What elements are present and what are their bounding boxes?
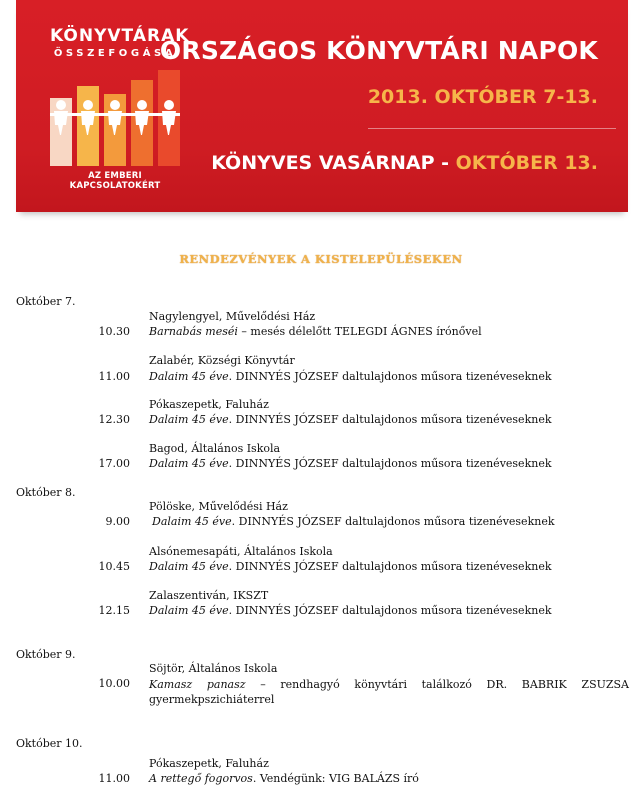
- event-title: Barnabás meséi: [149, 325, 238, 338]
- event-time: 11.00: [98, 772, 130, 785]
- event-description: [149, 457, 629, 470]
- event-time: 10.30: [98, 325, 130, 338]
- event-details: . DINNYÉS JÓZSEF daltulajdonos műsora tizenéveseknek: [228, 604, 552, 617]
- day-heading: Október 8.: [16, 486, 76, 499]
- event-venue: Bagod, Általános Iskola: [149, 442, 281, 455]
- event-title: Dalaim 45 éve: [149, 560, 229, 573]
- event-venue: Pókaszepetk, Faluház: [149, 757, 269, 770]
- event-title: Dalaim 45 éve: [152, 515, 232, 528]
- event-banner: [16, 0, 628, 212]
- event-details: – rendhagyó könyvtári találkozó DR. BABRIK ZSUZSA gyermekpszichiáterrel: [149, 678, 629, 706]
- day-heading: Október 9.: [16, 648, 76, 661]
- event-time: 17.00: [98, 457, 130, 470]
- logo-caption: AZ EMBERI KAPCSOLATOKÉRT: [69, 171, 161, 191]
- logo-line-2: ÖSSZEFOGÁSA: [53, 48, 177, 59]
- event-description: [149, 560, 629, 573]
- day-heading: Október 10.: [16, 737, 83, 750]
- event-details: . DINNYÉS JÓZSEF daltulajdonos műsora tizenéveseknek: [231, 515, 555, 528]
- event-time: 12.15: [98, 604, 130, 617]
- event-venue: Pókaszepetk, Faluház: [149, 398, 269, 411]
- event-venue: Pölöske, Művelődési Ház: [149, 500, 288, 513]
- event-title: Dalaim 45 éve: [149, 457, 229, 470]
- event-description: [149, 604, 629, 617]
- people-chain-icon: [50, 98, 180, 138]
- event-description: [149, 677, 629, 707]
- event-description: [149, 370, 629, 383]
- banner-divider: [368, 128, 616, 129]
- event-title: Kamasz panasz: [149, 678, 246, 691]
- event-venue: Nagylengyel, Művelődési Ház: [149, 310, 316, 323]
- event-venue: Zalabér, Községi Könyvtár: [149, 354, 295, 367]
- document-title: RENDEZVÉNYEK A KISTELEPÜLÉSEKEN: [179, 252, 463, 266]
- event-details: . DINNYÉS JÓZSEF daltulajdonos műsora tizenéveseknek: [228, 457, 552, 470]
- event-title: Dalaim 45 éve: [149, 413, 229, 426]
- event-description: [149, 413, 629, 426]
- event-title: Dalaim 45 éve: [149, 370, 229, 383]
- event-details: . DINNYÉS JÓZSEF daltulajdonos műsora tizenéveseknek: [228, 413, 552, 426]
- event-details: . DINNYÉS JÓZSEF daltulajdonos műsora tizenéveseknek: [228, 560, 552, 573]
- event-venue: Söjtör, Általános Iskola: [149, 662, 278, 675]
- event-title: A rettegő fogorvos: [149, 772, 253, 785]
- event-time: 12.30: [98, 413, 130, 426]
- event-time: 9.00: [105, 515, 130, 528]
- event-time: 11.00: [98, 370, 130, 383]
- event-description: [149, 325, 629, 338]
- event-time: 10.45: [98, 560, 130, 573]
- event-details: . Vendégünk: VIG BALÁZS író: [252, 772, 419, 785]
- logo-line-1: KÖNYVTÁRAK: [50, 26, 190, 46]
- banner-headline: ORSZÁGOS KÖNYVTÁRI NAPOK: [159, 36, 598, 65]
- event-details: . DINNYÉS JÓZSEF daltulajdonos műsora tizenéveseknek: [228, 370, 552, 383]
- event-venue: Zalaszentiván, IKSZT: [149, 589, 269, 602]
- sunday-date: OKTÓBER 13.: [455, 152, 598, 174]
- sunday-prefix: KÖNYVES VASÁRNAP -: [211, 152, 456, 174]
- event-venue: Alsónemesapáti, Általános Iskola: [149, 545, 333, 558]
- day-heading: Október 7.: [16, 295, 76, 308]
- banner-sunday: [211, 152, 598, 174]
- event-description: [149, 772, 629, 785]
- event-description: [152, 515, 632, 528]
- event-time: 10.00: [98, 677, 130, 690]
- banner-dates: 2013. OKTÓBER 7-13.: [367, 86, 598, 108]
- event-details: – mesés délelőtt TELEGDI ÁGNES írónővel: [237, 325, 482, 338]
- event-title: Dalaim 45 éve: [149, 604, 229, 617]
